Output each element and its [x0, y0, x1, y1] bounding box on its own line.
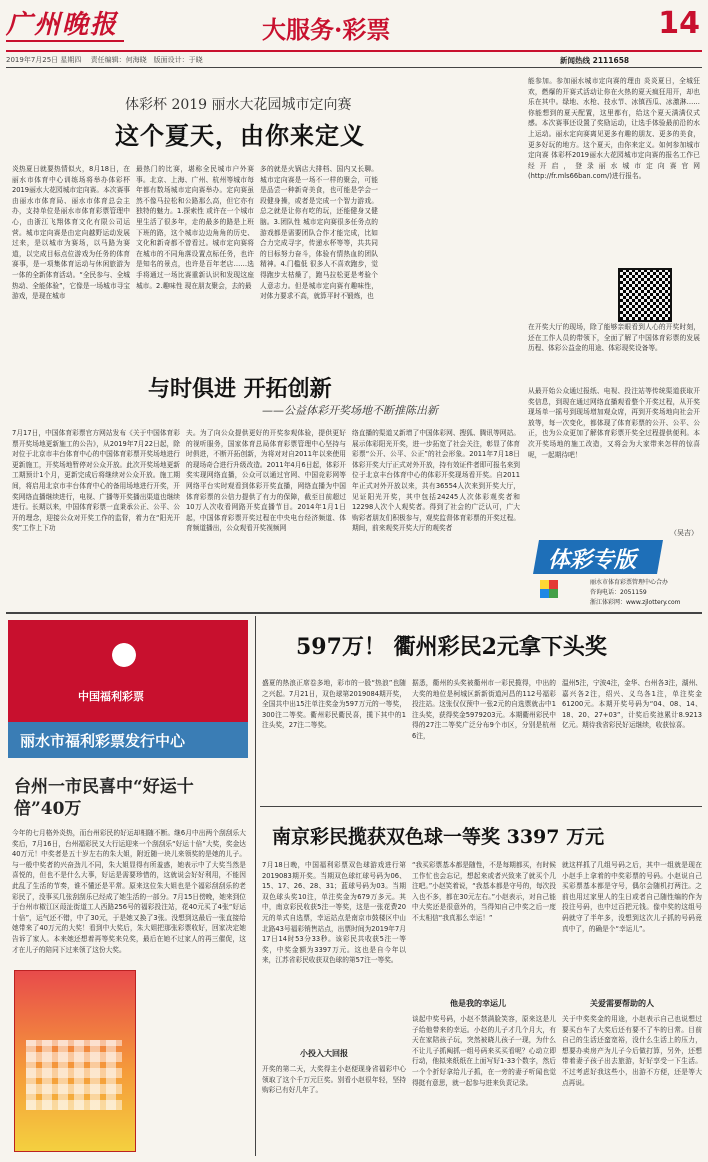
qr-code-image — [618, 268, 672, 322]
article1-col3: 多的就是火锅店大排档、国内又长聊。城市定向赛是一场不一样的聚会，可能是品尝一种新奇美食，也可能是学会一段健身操，或者是完成一个智力游戏。总之就是让你有吃的玩，还能健身又健脑。3.团队性 城市定向赛很多任务点的游戏都是需要团队合作才能完成，比如合力完成寻字，传递水杯等等，共共同的目标努力奋斗，体验有情热血的团队精神。4.门槛低 很多人不喜欢跑步，觉得跑步太枯燥了，跑马拉松更是考验个人意志力。但是城市定向赛有趣味性，对体力要求不高，就算平时不锻炼，也 — [260, 165, 378, 301]
article1-qr-caption: 在开奖大厅的现场，除了能够亲眼看到人心的开奖时刻，还在工作人员的带领下，全面了解了中国体育彩票的发展历程、体彩公益金的用途、体彩现奖设备等。 — [528, 323, 700, 353]
ticket-grid — [26, 1040, 122, 1110]
article1-col1: 炎热夏日就要热情似火，8月18日，在丽水市体育中心训练场将举办体彩杯2019丽水大花园城市定向赛。本次赛事由丽水市体育局、丽水市体育总会主办，支持单位是丽水市体育彩票管理中心，由浙江飞翔体育文化有限公司运营。城市定向赛是由定向越野运动发展过来，是以城市为赛场，以马路为赛道，以完成目标点位游戏为任务的体育赛事，是一项集体育运动与休闲旅游为一体的全新体育活动。“全民参与、全城热动、全能体验”，它像是一场城市寻宝游戏，是现在城市 — [12, 165, 130, 301]
editors-text: 责任编辑：何海晓 版面设计：于晓 — [90, 56, 203, 64]
masthead-rule — [6, 50, 702, 52]
article4-col3: 就这样抓了几组号码之后，其中一组就是现在小赵手上拿着的中奖彩票的号码。小赵说自己买彩票基本都是守号，偶尔会随机打两注。之前也用过家里人的生日或者自己随性编的作为投注号码，也中过百把元钱。像中奖的这组号码就守了半年多，没想到这次儿子抓的号码竟真中了，的确是个“幸运儿”。 — [562, 861, 702, 933]
date-text: 2019年7月25日 星期四 — [6, 56, 82, 64]
article2-col1: 7月17日，中国体育彩票官方网站发布《关于中国体育彩票开奖场地更新施工的公告》，从2019年7月22日起，除对位于北京市丰台体育中心的中国体育彩票开奖场地进行更新施工，开奖场地暂停对公众开放。此次开奖场地更新工期预计1个月，更新完成后将继续对公众开放。施工期间，将启用北京市丰台体育中心的备用场地进行开奖，开奖网络直播继续进行，电视、广播等开奖播出渠道也继续进行。长期以来，中国体育彩票一直秉承公正、公平、公开的理念，迎接公众对开奖工作的监督，着力在“阳光开奖”工作上下功 — [12, 429, 180, 533]
section-title: 大服务·彩票 — [262, 15, 391, 44]
promo-line1: 丽水市体育彩票管理中心合办 — [590, 579, 669, 586]
article4-col1b: 开奖的第二天，大奖得主小赵便现身省福彩中心领取了这个千万元巨奖。别看小赵很年轻，坚持购彩已有好几年了。 — [262, 1065, 406, 1095]
article2-subtitle: ——公益体彩开奖场地不断推陈出新 — [262, 404, 438, 417]
article2-col3: 络直播的渠道又新增了中国体彩网、搜狐、腾讯等网站。展示体彩阳光开奖，进一步拓宽了社会关注，彰显了体育彩票“公开、公平、公正”的社会形象。2011年7月18日体彩开奖大厅正式对外开放，持有效证件者即可报名来到位于北京丰台体育中心的体彩开奖现场看开奖。自2011年正式对外开放以来，共有36554人次来到开奖大厅，见证阳光开奖，其中包括24245人次体彩观奖者和12298人次个人观奖者。得到了社会的广泛认可，广大购彩者朋友们积极参与，观奖监督体育彩票的开奖过程。期间，前来观奖开奖大厅的观奖者 — [352, 429, 520, 533]
article3-col2: 据悉，衢州的头奖被衢州市一彩民揽得，中出的大奖的地位是柯城区新新街道河昌的112号福彩投注站。这张仅仅预中一张2元的自选票就击中1注头奖，获得奖金5979203元。本期衢州彩民中得的27注二等奖广泛分布9个市区，分别是杭州6注， — [412, 679, 556, 740]
vertical-divider — [255, 616, 256, 1156]
article4-col3b: 关于中奖奖金的用途，小赵表示自己也说想过要买台车了大奖后还有要不了车的日常。目前自己的生活还蛮宽裕，没什么生活上的压力，想要办卖房产为儿子今后做打算，另外，还想带着妻子孩子出去旅游，好好享受一下生活。不过考虑好我这些小，出游不方便，还是等大点再说。 — [562, 1015, 702, 1087]
article3-title: 597万！ 衢州彩民2元拿下头奖 — [296, 634, 607, 660]
article4-col2b: 谈起中奖号码，小赵不禁满脸笑容，原来这是儿子给他带来的幸运。小赵的儿子才几个月大，有天在家陪孩子玩，突然被晓儿孩子一现，为什么不让儿子抓阄抓一组号码来买买看呢？心动立即行动，他拟来纸纸在上面写好1-33个数字，然后一个个折好拿给儿子抓，在一旁的妻子听闻也觉得挺有意思，就一起参与进来负责记录。 — [412, 1015, 556, 1087]
article2-col4: 从最开始公众通过报纸、电视、投注站等传统渠道获取开奖信息，到现在通过网络直播观看整个开奖过程，从开奖现场单一摇号到现场增加观众席，再到开奖场地向社会开放等，每一次变化，都体现了体育彩票的公开、公平、公正，也为公众更加了解体育彩票开奖全过程提供便利。本次开奖场地的施工改造，又将会为大家带来怎样的惊喜呢，一起期待吧！ — [528, 387, 700, 459]
article2-title: 与时俱进 开拓创新 — [148, 376, 332, 402]
article2-byline: （吴吉） — [670, 529, 698, 537]
article2-col2: 夫。为了向公众提供更好的开奖参观体验，提供更好的视听服务，国家体育总局体育彩票管理中心坚持与时俱进，不断开拓创新，为将对对自2011年以来使用的现场奇合进行升级改造。2011年4月6日起，体彩开奖实现网络直播，公众可以通过官网、中国竞彩网等网络平台实时观看到体彩开奖直播，网络直播为中国体育彩票的公信力提供了有力的保障，截至目前超过10万人次收看网路开奖直播节目。2014年1月1日起，中国体育彩票开奖过程在中央电台经济频道、体育频道播出，公众观看开奖视频网 — [186, 429, 346, 533]
article3-col3: 温州5注，宁波4注，金华、台州各3注，湖州、嘉兴各2注，绍兴、义乌各1注，单注奖金61200元。本期开奖号码为“04、08、14、18、20、27+03”，计奖后奖池累计8.9213亿元。期待我省彩民好运继续，收获惊喜。 — [562, 679, 702, 730]
article4-subhead3: 关爱需要帮助的人 — [590, 999, 654, 1008]
sidebar-story-title — [14, 776, 244, 820]
welfare-logo-icon — [94, 630, 154, 680]
masthead-rule-thin — [6, 67, 702, 68]
logo-rule — [6, 40, 124, 42]
page-number: 14 — [658, 6, 700, 41]
welfare-logo-text: 中国福利彩票 — [78, 690, 144, 703]
issue-date — [6, 55, 203, 65]
sidebar-story-body-top: 今年的七月格外炎热，而台州彩民的好运却相随不断。继6月中出两个刮刮乐大奖后，7月16日，台州福彩民又大行运迎来一个刮刮乐“好运十倍”大奖，奖金达40万元！中奖者是五十岁左右的朱大姐，附近随一块儿来领奖的是她的儿子。与一般中奖者的兴奋劲儿不同，朱大姐显得有所羞惑，她表示中了大奖当然是喜悦的，但也不是什么大事，好运是需要珍惜的，这就说会好好利用，不能因此乱了生活的节奏，谁不懂还是平常。原来这位朱大姐也是个福彩刮刮乐的老彩民了，没事买几张刮刮乐已经成了她生活的一部分。7月15日傍晚，她来到位于台州市椒江区葭沚街道工人西路256号的福彩投注站，花40元买了4张“好运十倍”，运气还不错，中了30元，于是她又换了3张。没想到这最后一张直接给她带来了40万元的大奖！看到中大奖后，朱大姐把那张彩票收好，回家决定她告诉了家人。本来她还想着再等奖来兑奖，最后在她不过家人的再三催促，这才在儿子的陪同下过来领了这份大奖。 — [12, 829, 246, 954]
sidebar-story-title-text: 台州一市民喜中“好运十倍”40万 — [14, 777, 194, 819]
article1-kicker: 体彩杯 2019 丽水大花园城市定向赛 — [125, 97, 352, 113]
article4-subhead1: 小投入大回报 — [300, 1049, 348, 1058]
article4-title: 南京彩民揽获双色球一等奖 3397 万元 — [272, 826, 605, 848]
promo-line3: 浙江体彩网：www.zjlottery.com — [590, 599, 681, 606]
article1-title: 这个夏天，由你来定义 — [115, 121, 365, 150]
article3-col1: 盛夏的热浪正席卷多地，彩市的一股“热浪”也随之兴起。7月21日，双色球第2019084期开奖，全国共中出15注单注奖金为597万元的一等奖，300注二等奖。衢州彩民衢民喜，揽下其中的1注头奖，27注二等奖。 — [262, 679, 406, 730]
article3-divider — [260, 806, 702, 807]
newspaper-logo: 广州晚报 — [6, 10, 119, 40]
article1-col2: 最热门的比赛，堪称全民城市户外赛事。北京、上海、广州、杭州等城市每年都有数场城市定向赛举办。定向赛虽然不像马拉松和公路那么高，但它亦有独特的魅力。1.探索性 或许在一个城市里生活了很多年，走的最多的路是上班下班的路，这个城市边边角角的历史、文化和新奇都不曾看过。城市定向赛将在城市的不同角落设置点标任务，也许是知名的景点，也许是百年老店……选手将通过一场比赛重新认识和发现这座城市。2.趣味性 现在朋友聚会，去的最 — [136, 165, 254, 290]
lottery-logo-icon — [540, 580, 558, 598]
article1-col4: 能参加。参加丽水城市定向赛的理由 炎炎夏日，全城狂欢，燃爆的开赛式活动让你在火热的夏天疯狂用开，却也乐在其中。绿地、水枪、技水节、冰镇西瓜、冰激淋……你能想到的夏天配置，这里都有，给这个夏天满满仪式感。本次赛事还设置了奖励运动，让选手体验最前沿的水上运动。丽水定向赛离见更多有趣的朋友、更多的美食，更多好玩的地方。这个夏天，由你来定义。如何参加城市定向赛 体彩杯2019丽水大花园城市定向赛的报名工作已经开启，登录丽水城市定向赛官网(http://fr.mls66ban.com/)进行报名。 — [528, 77, 700, 181]
promo-line2: 咨询电话：2051159 — [590, 589, 647, 596]
welfare-org-name: 丽水市福利彩票发行中心 — [20, 732, 186, 750]
article4-col1: 7月18日晚，中国福利彩票双色球游戏进行第2019083期开奖。当期双色球红球号码为06、15、17、26、28、31；蓝球号码为03。当期双色球头奖10注，单注奖金为679万多元。其中，南京彩民收获5注一等奖，这是一张花费20元的单式自选票，幸运站点是南京市鼓楼区中山北路43号福彩销售站点，出票时间为2019年7月17日14时53分33秒。该彩民共收获5注一等奖，中奖金额为3397万元。这也是自今年以来，江苏省彩民收获双色球的第57注一等奖。 — [262, 861, 406, 965]
hotline: 新闻热线 2111658 — [560, 56, 630, 65]
article4-subhead2: 他是我的幸运儿 — [450, 999, 506, 1008]
section-divider — [6, 612, 702, 614]
promo-title: 体彩专版 — [548, 548, 637, 573]
article4-col2: “我买彩票基本都是随性，不是每期都买，有时候工作忙也会忘记，想起来或者兴致来了就买个几注吧。”小赵笑着说，“我基本都是守号的，每次投入也不多，都在30元左右。”小赵表示，对自己能中大奖还是很意外的，当得知自己中奖之后一度不太相信“我真那么幸运！” — [412, 861, 556, 922]
